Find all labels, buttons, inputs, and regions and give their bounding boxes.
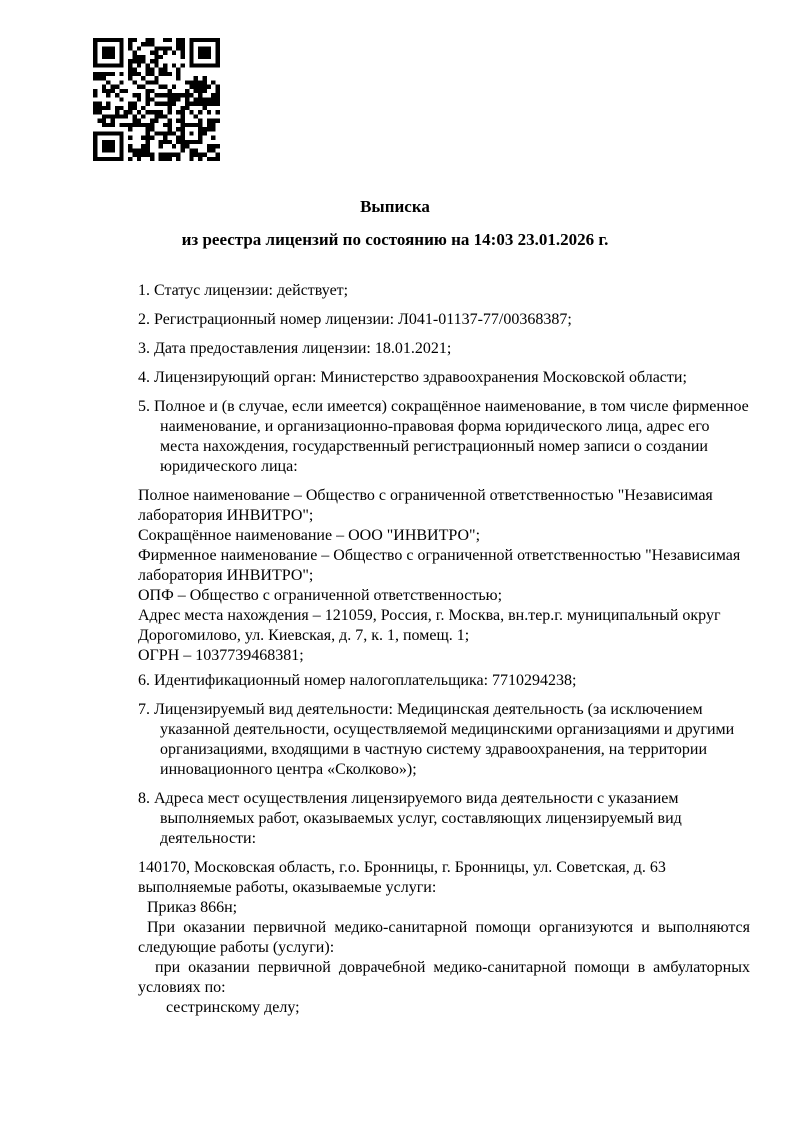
text-paragraph: ОПФ – Общество с ограниченной ответственностью; <box>138 587 503 604</box>
document-body <box>138 281 750 1018</box>
text-paragraph: Адрес места нахождения – 121059, Россия, г. Москва, вн.тер.г. муниципальный округ Дорогомилово, ул. Киевская, д. 7, к. 1, помещ. 1; <box>138 607 721 644</box>
numbered-item-8: 8. Адреса мест осуществления лицензируемого вида деятельности с указанием выполняемых работ, оказываемых услуг, составляющих лицензируемый вид деятельности: <box>138 790 682 847</box>
qr-code-icon <box>93 38 220 161</box>
numbered-item-2: 2. Регистрационный номер лицензии: Л041-01137-77/00368387; <box>138 311 572 328</box>
numbered-item-3: 3. Дата предоставления лицензии: 18.01.2021; <box>138 340 452 357</box>
numbered-item-4: 4. Лицензирующий орган: Министерство здравоохранения Московской области; <box>138 369 687 386</box>
document-title: Выписка <box>360 197 430 216</box>
text-paragraph: Приказ 866н; <box>147 899 238 916</box>
text-paragraph: Фирменное наименование – Общество с ограниченной ответственностью "Независимая лаборатория ИНВИТРО"; <box>138 547 741 584</box>
text-paragraph: сестринскому делу; <box>166 999 300 1016</box>
text-paragraph: Полное наименование – Общество с ограниченной ответственностью "Независимая лаборатория ИНВИТРО"; <box>138 487 713 524</box>
text-paragraph: при оказании первичной доврачебной медико-санитарной помощи в амбулаторных условиях по: <box>138 959 750 996</box>
text-paragraph: 140170, Московская область, г.о. Бронницы, г. Бронницы, ул. Советская, д. 63 <box>138 859 666 876</box>
text-paragraph: При оказании первичной медико-санитарной помощи организуются и выполняются следующие работы (услуги): <box>138 919 750 956</box>
numbered-item-7: 7. Лицензируемый вид деятельности: Медицинская деятельность (за исключением указанной деятельности, осуществляемой медицинскими организациями и другими организациями, входящими в частную систему здравоохранения, на территории инновационного центра «Сколково»); <box>138 701 735 778</box>
numbered-item-5: 5. Полное и (в случае, если имеется) сокращённое наименование, в том числе фирменное наименование, и организационно-правовая форма юридического лица, адрес его места нахождения, государственный регистрационный номер записи о создании юридического лица: <box>138 398 749 475</box>
text-paragraph: выполняемые работы, оказываемые услуги: <box>138 879 437 896</box>
numbered-item-1: 1. Статус лицензии: действует; <box>138 282 349 299</box>
text-paragraph: Сокращённое наименование – ООО "ИНВИТРО"; <box>138 527 481 544</box>
document-subtitle: из реестра лицензий по состоянию на 14:03 23.01.2026 г. <box>181 230 609 249</box>
text-paragraph: ОГРН – 1037739468381; <box>138 647 304 664</box>
numbered-item-6: 6. Идентификационный номер налогоплательщика: 7710294238; <box>138 672 577 689</box>
